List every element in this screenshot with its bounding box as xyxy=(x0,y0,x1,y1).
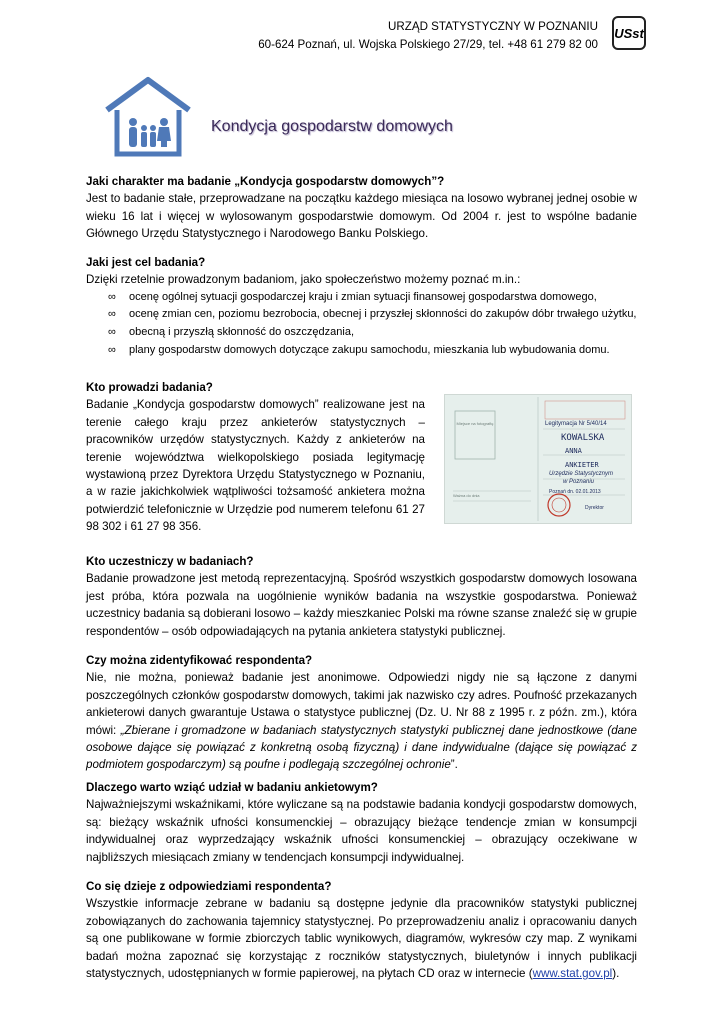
logo-text: USst xyxy=(614,25,644,41)
list-item: ∞ ocenę ogólnej sytuacji gospodarczej kraju i zmian sytuacji finansowej gospodarstwa domowego, xyxy=(86,289,637,307)
section-heading: Czy można zidentyfikować respondenta? xyxy=(86,654,313,667)
id-card-drawing xyxy=(445,395,631,523)
section-body: Badanie prowadzone jest metodą reprezentacyjną. Spośród wszystkich gospodarstw domowych losowana jest próba, która pozwala na uogólnienie wyników badania na wszystkie gospodarstwa. Ponieważ uczestnicy badania są dobierani losowo – każdy mieszkaniec Polski ma równe szanse znaleźć się w grupie respondentów – osób odpowiadających na pytania ankietera statystyki publicznej. xyxy=(86,572,637,638)
section-participants xyxy=(86,553,637,640)
section-heading: Kto uczestniczy w badaniach? xyxy=(86,555,254,568)
section-body: Badanie „Kondycja gospodarstw domowych” realizowane jest na terenie całego kraju przez ankieterów statystycznych – pracowników urzędów statystycznych. Każdy z ankieterów na terenie województwa wielkopolskiego posiada legitymację wystawioną przez Dyrektora Urzędu Statystycznego w Poznaniu, a w razie jakichkolwiek wątpliwości tożsamość ankietera można potwierdzić telefonicznie w Urzędzie pod numerem telefonu 61 27 98 302 i 61 27 98 356. xyxy=(86,398,425,534)
infinity-bullet-icon: ∞ xyxy=(108,326,116,338)
purpose-list xyxy=(86,289,637,359)
list-item: ∞ plany gospodarstw domowych dotyczące zakupu samochodu, mieszkania lub wybudowania domu. xyxy=(86,342,637,360)
section-body: Nie, nie można, ponieważ badanie jest anonimowe. Odpowiedzi nigdy nie są łączone z danymi poszczególnych członków gospodarstw domowych, takimi jak nazwisko czy adres. Poufność przekazanych ankieterowi danych gwarantuje Ustawa o statystyce publicznej (Dz. U. Nr 88 z 1995 r. z późn. zm.), która mówi: „Zbierane i gromadzone w badaniach statystycznych statystyki publicznej dane jednostkowe (dane osobowe dające się powiązać z konkretną osobą fizyczną) i dane indywidualne (dające się powiązać z podmiotem gospodarczym) są poufne i podlegają szczególnej ochronie”. xyxy=(86,671,638,772)
card-name: ANNA xyxy=(565,447,582,455)
section-who-conducts xyxy=(86,379,425,536)
office-name: URZĄD STATYSTYCZNY W POZNANIU xyxy=(388,20,598,33)
page-title: Kondycja gospodarstw domowych xyxy=(211,118,453,135)
section-body: Jest to badanie stałe, przeprowadzane na początku każdego miesiąca na losowo wybranej jednej osobie w wieku 16 lat i więcej w wylosowanym gospodarstwie domowym. Od 2004 r. jest to wspólne badanie Głównego Urzędu Statystycznego i Narodowego Banku Polskiego. xyxy=(86,192,637,241)
interviewer-id-card-image xyxy=(444,394,632,524)
house-family-icon xyxy=(103,76,193,158)
card-place-date: Poznań dn. 02.01.2013 xyxy=(549,489,601,495)
law-quote: „Zbierane i gromadzone w badaniach statystycznych statystyki publicznej dane jednostkowe (dane osobowe dające się powiązać z konkretną osobą fizyczną) i dane indywidualne (dające się powiązać z podmiotem gospodarczym) są poufne i podlegają szczególnej ochronie xyxy=(86,723,638,772)
photo-placeholder-label: Miejsce na fotografię xyxy=(456,421,494,426)
section-body: Wszystkie informacje zebrane w badaniu są dostępne jedynie dla pracowników statystyki publicznej zobowiązanych do zachowania tajemnicy statystycznej. Po przeprowadzeniu analiz i opracowaniu danych są one publikowane w formie zbiorczych tablic wynikowych, diagramów, wykresów czy map. Z wynikami badań można zapoznać się korzystając z roczników statystycznych, biuletynów i innych publikacji statystycznych, udostępnianych w formie papierowej, na płytach CD oraz w internecie (www.stat.gov.pl). xyxy=(86,897,637,981)
section-heading: Kto prowadzi badania? xyxy=(86,381,213,394)
section-purpose xyxy=(86,254,637,359)
infinity-bullet-icon: ∞ xyxy=(108,290,116,303)
office-address: 60-624 Poznań, ul. Wojska Polskiego 27/29, tel. +48 61 279 82 00 xyxy=(258,38,598,51)
section-anonymity xyxy=(86,652,637,774)
card-director-sign: Dyrektor xyxy=(585,505,604,511)
list-item: ∞ obecną i przyszłą skłonność do oszczędzania, xyxy=(86,324,637,342)
section-why-participate xyxy=(86,779,637,866)
infinity-bullet-icon: ∞ xyxy=(108,343,116,356)
card-valid-label: Ważna do dnia xyxy=(453,493,480,498)
stat-gov-link[interactable]: www.stat.gov.pl xyxy=(532,967,613,981)
section-intro: Dzięki rzetelnie prowadzonym badaniom, jako społeczeństwo możemy poznać m.in.: xyxy=(86,273,521,287)
section-heading: Jaki charakter ma badanie „Kondycja gospodarstw domowych”? xyxy=(86,175,445,188)
card-number: Legitymacja Nr 5/40/14 xyxy=(545,421,607,427)
section-body: Najważniejszymi wskaźnikami, które wyliczane są na podstawie badania kondycji gospodarstw domowych, są: bieżący wskaźnik ufności konsumenckiej – obrazujący bieżące tendencje zmian w konsumpcji indywidualnej oraz wyprzedzający wskaźnik ufności konsumenckiej – obrazujący oczekiwane w najbliższych miesiącach zmiany w tendencjach konsumpcji indywidualnej. xyxy=(86,798,637,864)
section-character xyxy=(86,173,637,243)
office-logo xyxy=(612,16,646,50)
infinity-bullet-icon: ∞ xyxy=(108,308,116,321)
card-office-line2: w Poznaniu xyxy=(563,479,595,485)
card-surname: KOWALSKA xyxy=(561,433,605,443)
section-heading: Co się dzieje z odpowiedziami respondenta? xyxy=(86,880,332,893)
section-heading: Jaki jest cel badania? xyxy=(86,256,206,269)
section-answers xyxy=(86,878,637,982)
section-heading: Dlaczego warto wziąć udział w badaniu ankietowym? xyxy=(86,781,378,794)
office-header xyxy=(258,18,598,54)
card-role: ANKIETER xyxy=(565,461,599,469)
card-office-line1: Urzędzie Statystycznym xyxy=(549,471,614,477)
list-item: ∞ ocenę zmian cen, poziomu bezrobocia, obecnej i przyszłej skłonności do zakupów dóbr trwałego użytku, xyxy=(86,306,637,324)
